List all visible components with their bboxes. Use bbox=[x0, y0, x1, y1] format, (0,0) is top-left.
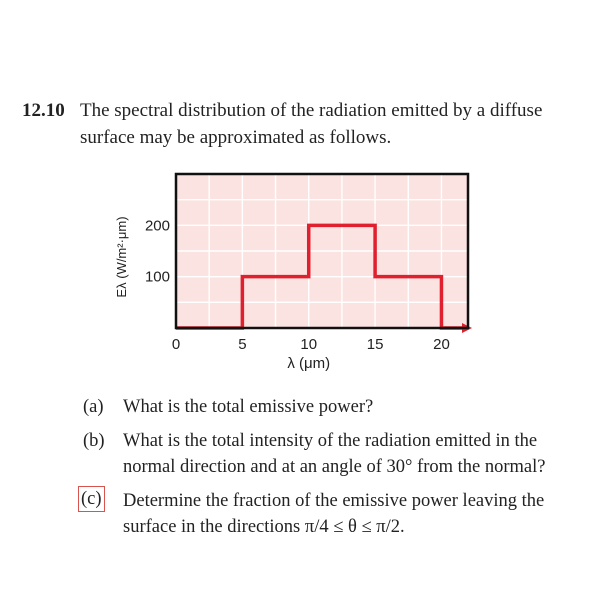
part-b-label: (b) bbox=[83, 431, 105, 451]
problem-parts bbox=[83, 394, 583, 548]
part-c-label: (c) bbox=[78, 486, 105, 512]
y-tick-label: 100 bbox=[144, 268, 170, 286]
y-tick-label: 200 bbox=[144, 217, 170, 235]
part-a bbox=[83, 394, 583, 420]
part-c-text: Determine the fraction of the emissive power leaving the surface in the directions π/4 ≤ θ ≤ π/2. bbox=[123, 491, 545, 537]
problem-text: The spectral distribution of the radiation emitted by a diffuse surface may be approximated as follows. bbox=[80, 100, 543, 148]
y-axis-label: Eλ (W/m²·μm) bbox=[114, 216, 129, 298]
spectral-distribution-chart bbox=[98, 170, 478, 390]
part-b bbox=[83, 428, 583, 480]
x-tick-label: 5 bbox=[238, 336, 247, 353]
x-tick-label: 20 bbox=[433, 336, 450, 353]
part-c bbox=[83, 488, 583, 540]
part-b-text: What is the total intensity of the radiation emitted in the normal direction and at an angle of 30° from the normal? bbox=[123, 431, 546, 477]
part-a-label: (a) bbox=[83, 397, 104, 417]
chart-svg bbox=[98, 170, 478, 390]
x-tick-label: 15 bbox=[366, 336, 384, 353]
part-a-text: What is the total emissive power? bbox=[123, 397, 374, 417]
x-tick-label: 0 bbox=[171, 336, 181, 353]
x-tick-label: 10 bbox=[300, 336, 318, 353]
x-axis-label: λ (μm) bbox=[287, 355, 331, 372]
problem-number: 12.10 bbox=[22, 100, 65, 121]
